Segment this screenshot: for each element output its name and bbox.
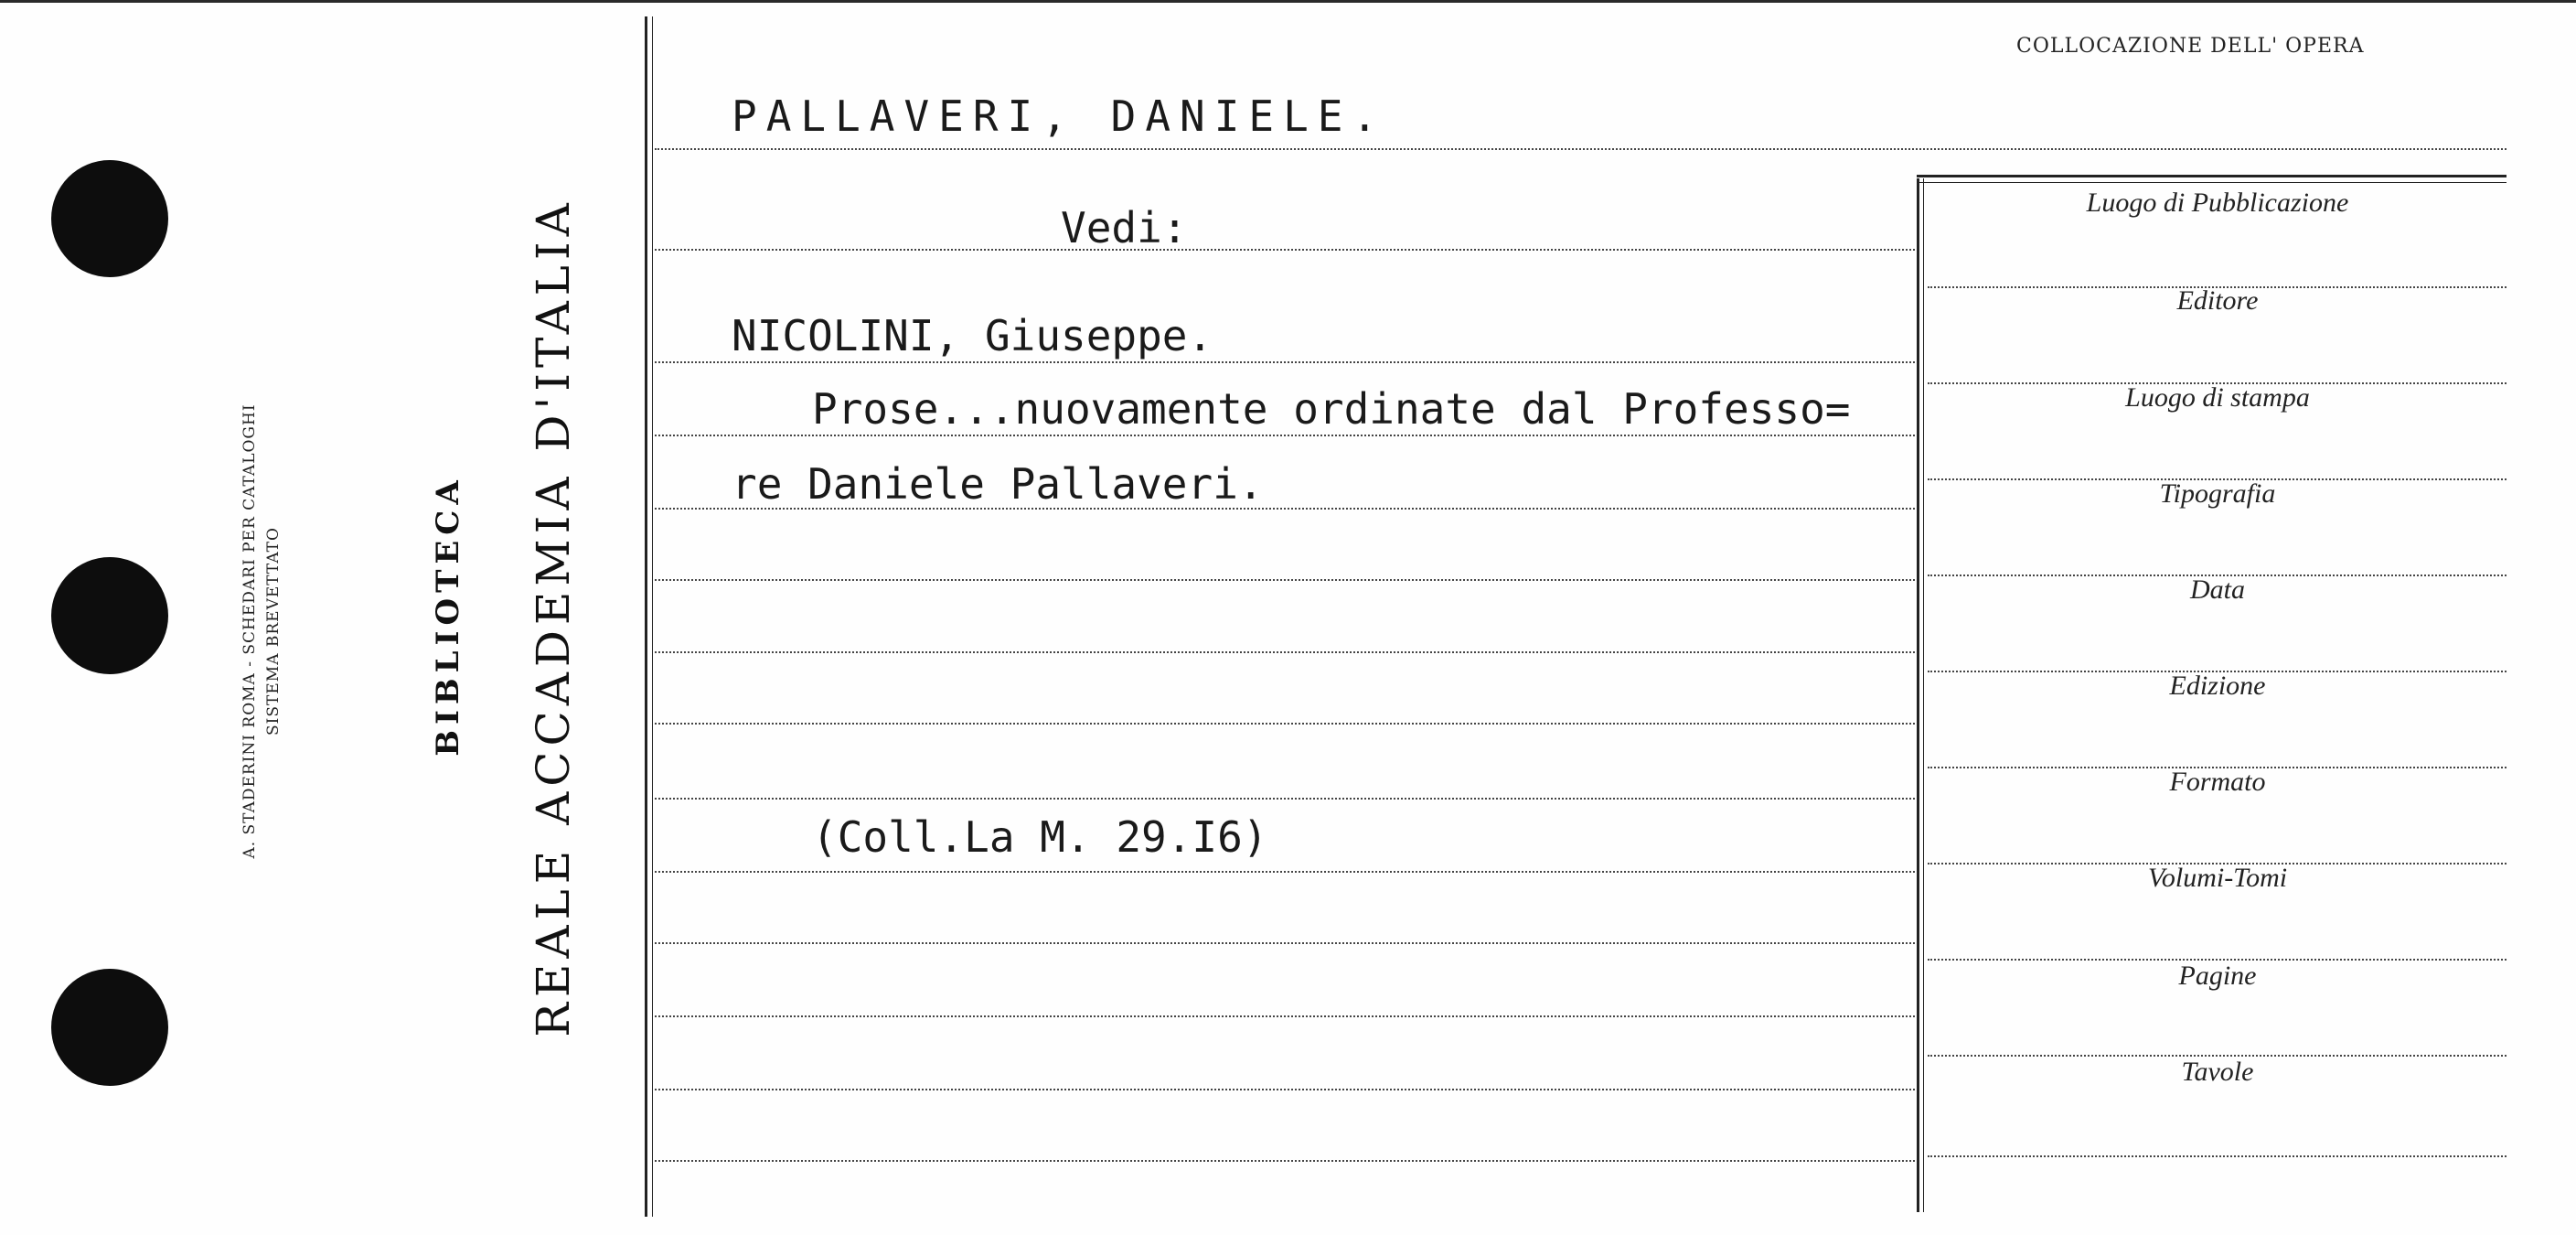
entry-heading: PALLAVERI, DANIELE.: [732, 91, 1387, 141]
field-luogo-stampa: Luogo di stampa: [2125, 382, 2310, 413]
department-name: BIBLIOTECA: [430, 475, 466, 757]
punch-hole-middle: [51, 557, 168, 674]
printer-imprint-line2: SISTEMA BREVETTATO: [264, 527, 283, 736]
ruled-line: [655, 579, 1915, 581]
field-tipografia: Tipografia: [2159, 478, 2276, 509]
author-entry: NICOLINI, Giuseppe.: [732, 311, 1213, 360]
card-top-edge: [0, 0, 2576, 3]
ruled-line: [655, 798, 1915, 800]
shelfmark: (Coll.La M. 29.I6): [812, 812, 1268, 862]
left-rule-thin: [652, 16, 653, 1217]
field-tavole: Tavole: [2181, 1057, 2254, 1087]
printer-imprint: [238, 293, 293, 970]
ruled-line: [655, 249, 1915, 251]
field-editore: Editore: [2176, 285, 2259, 316]
ruled-line: [655, 361, 1915, 363]
punch-hole-bottom: [51, 969, 168, 1086]
ruled-line: [655, 1089, 1915, 1090]
ruled-line: [655, 1015, 1915, 1017]
ruled-line: [655, 723, 1915, 725]
field-formato: Formato: [2169, 767, 2266, 797]
left-rule-thick: [645, 16, 647, 1217]
ruled-line: [655, 942, 1915, 944]
field-data: Data: [2190, 575, 2245, 605]
see-reference-label: Vedi:: [1061, 203, 1188, 252]
punch-hole-top: [51, 160, 168, 277]
field-volumi-tomi: Volumi-Tomi: [2147, 863, 2288, 893]
ruled-line: [655, 651, 1915, 653]
collocation-header: COLLOCAZIONE DELL' OPERA: [2016, 35, 2365, 58]
field-rule: [1928, 1155, 2507, 1157]
printer-imprint-line1: A. STADERINI ROMA - SCHEDARI PER CATALOGHI: [240, 403, 259, 859]
title-line-1: Prose...nuovamente ordinate dal Professo=: [812, 384, 1851, 434]
field-pagine: Pagine: [2178, 961, 2257, 991]
title-line-2: re Daniele Pallaveri.: [732, 459, 1264, 509]
right-panel-rule-thick: [1917, 178, 1919, 1212]
institution-name: REALE ACCADEMIA D'ITALIA: [527, 198, 580, 1037]
right-panel-top-rule-thin: [1917, 182, 2507, 183]
right-panel-top-rule: [1917, 175, 2507, 177]
field-luogo-pubblicazione: Luogo di Pubblicazione: [2086, 188, 2349, 218]
right-panel-rule-thin: [1923, 178, 1924, 1212]
ruled-line: [655, 148, 2507, 150]
field-edizione: Edizione: [2169, 671, 2266, 701]
ruled-line: [655, 1160, 1915, 1162]
ruled-line: [655, 435, 1915, 436]
ruled-line: [655, 871, 1915, 873]
